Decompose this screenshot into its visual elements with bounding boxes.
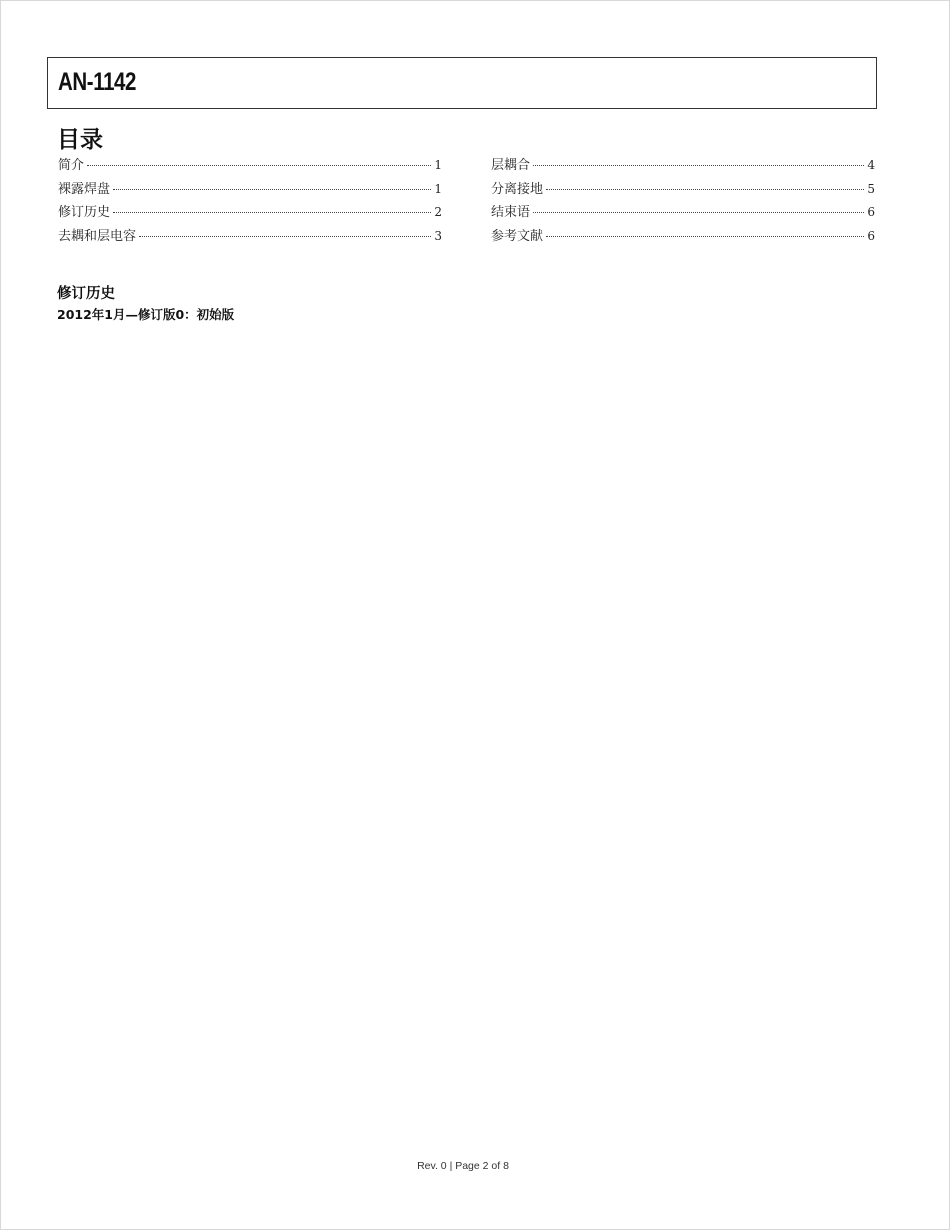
toc-entry-page: 4 xyxy=(867,158,875,172)
toc-right-column xyxy=(491,154,875,248)
toc-entry-page: 1 xyxy=(434,158,442,172)
toc-entry[interactable] xyxy=(491,154,875,178)
toc-leader-dots xyxy=(113,189,431,190)
toc-leader-dots xyxy=(87,165,431,166)
toc-entry-label: 修订历史 xyxy=(58,205,111,220)
toc-entry[interactable] xyxy=(58,225,442,249)
revision-entry: 2012年1月—修订版0：初始版 xyxy=(57,307,235,322)
toc-entry-page: 3 xyxy=(434,228,442,243)
toc-entry[interactable] xyxy=(491,178,875,202)
page-footer: Rev. 0 | Page 2 of 8 xyxy=(417,1160,509,1172)
toc-entry-page: 1 xyxy=(434,181,442,196)
toc-leader-dots xyxy=(113,212,431,213)
toc-entry-label: 裸露焊盘 xyxy=(58,181,111,197)
toc-entry-label: 结束语 xyxy=(491,205,531,220)
header-box xyxy=(47,57,877,109)
toc-leader-dots xyxy=(139,236,431,237)
toc-entry-page: 5 xyxy=(867,181,875,196)
toc-entry-page: 6 xyxy=(867,228,875,243)
toc-entry[interactable] xyxy=(58,178,442,202)
toc-entry[interactable] xyxy=(58,201,442,225)
toc-entry-label: 参考文献 xyxy=(491,228,544,244)
document-id: AN-1142 xyxy=(58,68,137,96)
toc-entry[interactable] xyxy=(58,154,442,178)
toc-leader-dots xyxy=(546,189,864,190)
toc-entry-label: 去耦和层电容 xyxy=(58,228,137,244)
toc-leader-dots xyxy=(533,165,864,166)
toc-leader-dots xyxy=(533,212,864,213)
toc-entry-label: 层耦合 xyxy=(491,158,531,173)
toc-entry-page: 6 xyxy=(867,205,875,219)
toc-entry[interactable] xyxy=(491,225,875,249)
toc-left-column xyxy=(58,154,442,248)
toc-entry-label: 简介 xyxy=(58,158,85,173)
toc-leader-dots xyxy=(546,236,864,237)
toc-title: 目录 xyxy=(57,127,103,153)
toc-entry-label: 分离接地 xyxy=(491,181,544,197)
toc-entry[interactable] xyxy=(491,201,875,225)
revision-history-title: 修订历史 xyxy=(57,286,115,302)
toc-entry-page: 2 xyxy=(434,205,442,219)
